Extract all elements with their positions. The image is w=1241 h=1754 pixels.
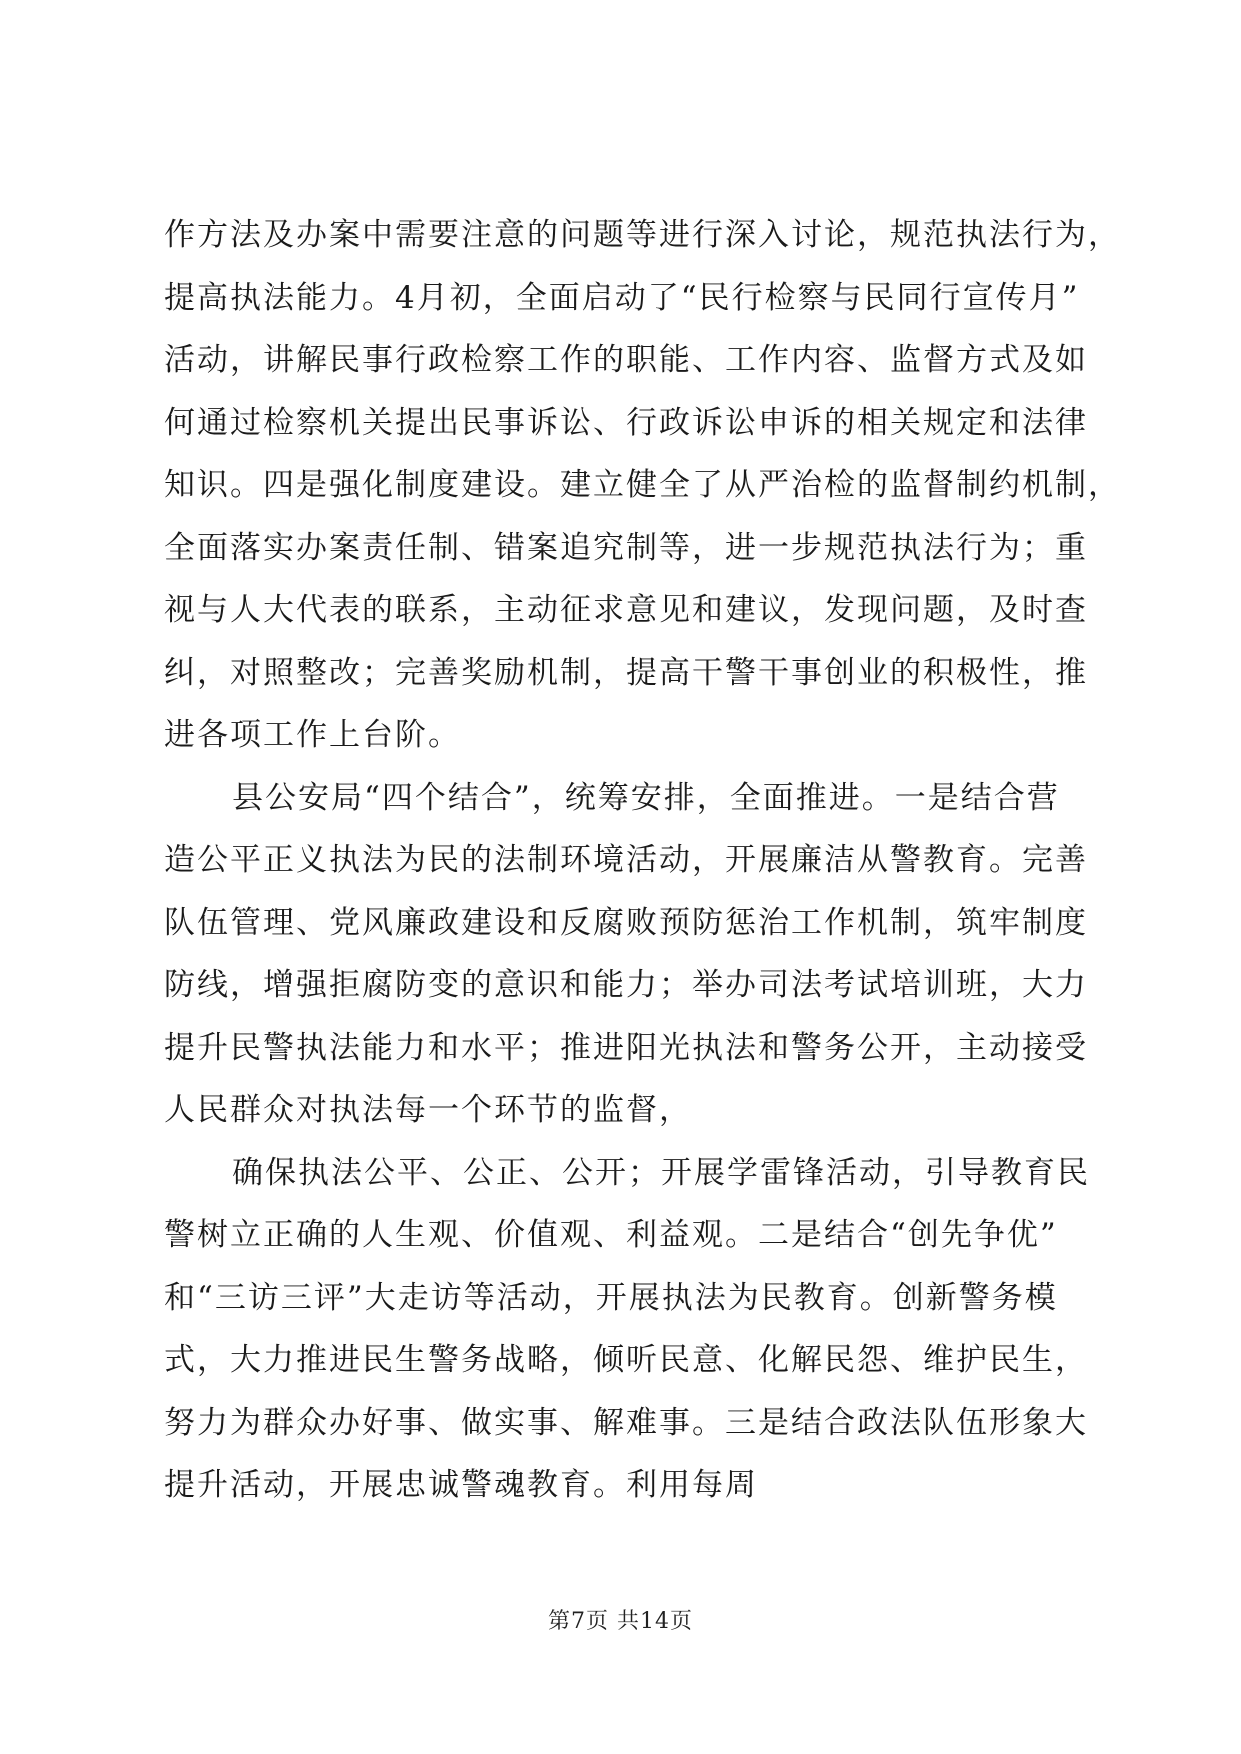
text-line: 进各项工作上台阶。 [164,717,461,753]
text-line: 何通过检察机关提出民事诉讼、行政诉讼申诉的相关规定和法律 [164,404,1088,441]
text-line: 活动，讲解民事行政检察工作的职能、工作内容、监督方式及如 [164,342,1088,378]
text-line: 努力为群众办好事、做实事、解难事。三是结合政法队伍形象大 [164,1404,1088,1441]
text-line: 全面落实办案责任制、错案追究制等，进一步规范执法行为；重 [164,529,1088,566]
text-line: 提高执法能力。4月初，全面启动了“民行检察与民同行宣传月” [164,279,1080,316]
text-line: 视与人大代表的联系，主动征求意见和建议，发现问题，及时查 [164,592,1088,628]
text-line: 知识。四是强化制度建设。建立健全了从严治检的监督制约机制， [164,467,1121,503]
text-line: 提升民警执法能力和水平；推进阳光执法和警务公开，主动接受 [164,1029,1088,1066]
text-line: 纠，对照整改；完善奖励机制，提高干警干事创业的积极性，推 [164,654,1088,691]
text-line: 防线，增强拒腐防变的意识和能力；举办司法考试培训班，大力 [164,967,1088,1003]
text-line: 作方法及办案中需要注意的问题等进行深入讨论，规范执法行为， [164,217,1121,253]
text-line: 队伍管理、党风廉政建设和反腐败预防惩治工作机制，筑牢制度 [164,904,1088,941]
text-line: 式，大力推进民生警务战略，倾听民意、化解民怨、维护民生， [164,1342,1088,1378]
document-body [164,204,1121,1517]
text-line: 警树立正确的人生观、价值观、利益观。二是结合“创先争优” [164,1217,1058,1253]
text-line: 和“三访三评”大走访等活动，开展执法为民教育。创新警务模 [164,1279,1058,1316]
page-number-footer: 第7页 共14页 [548,1609,693,1634]
paragraph-start-line: 确保执法公平、公正、公开；开展学雷锋活动，引导教育民 [232,1154,1090,1191]
text-line: 造公平正义执法为民的法制环境活动，开展廉洁从警教育。完善 [164,842,1088,878]
text-line: 提升活动，开展忠诚警魂教育。利用每周 [164,1467,758,1503]
paragraph-start-line: 县公安局“四个结合”，统筹安排，全面推进。一是结合营 [232,779,1060,816]
text-line: 人民群众对执法每一个环节的监督， [164,1092,692,1128]
